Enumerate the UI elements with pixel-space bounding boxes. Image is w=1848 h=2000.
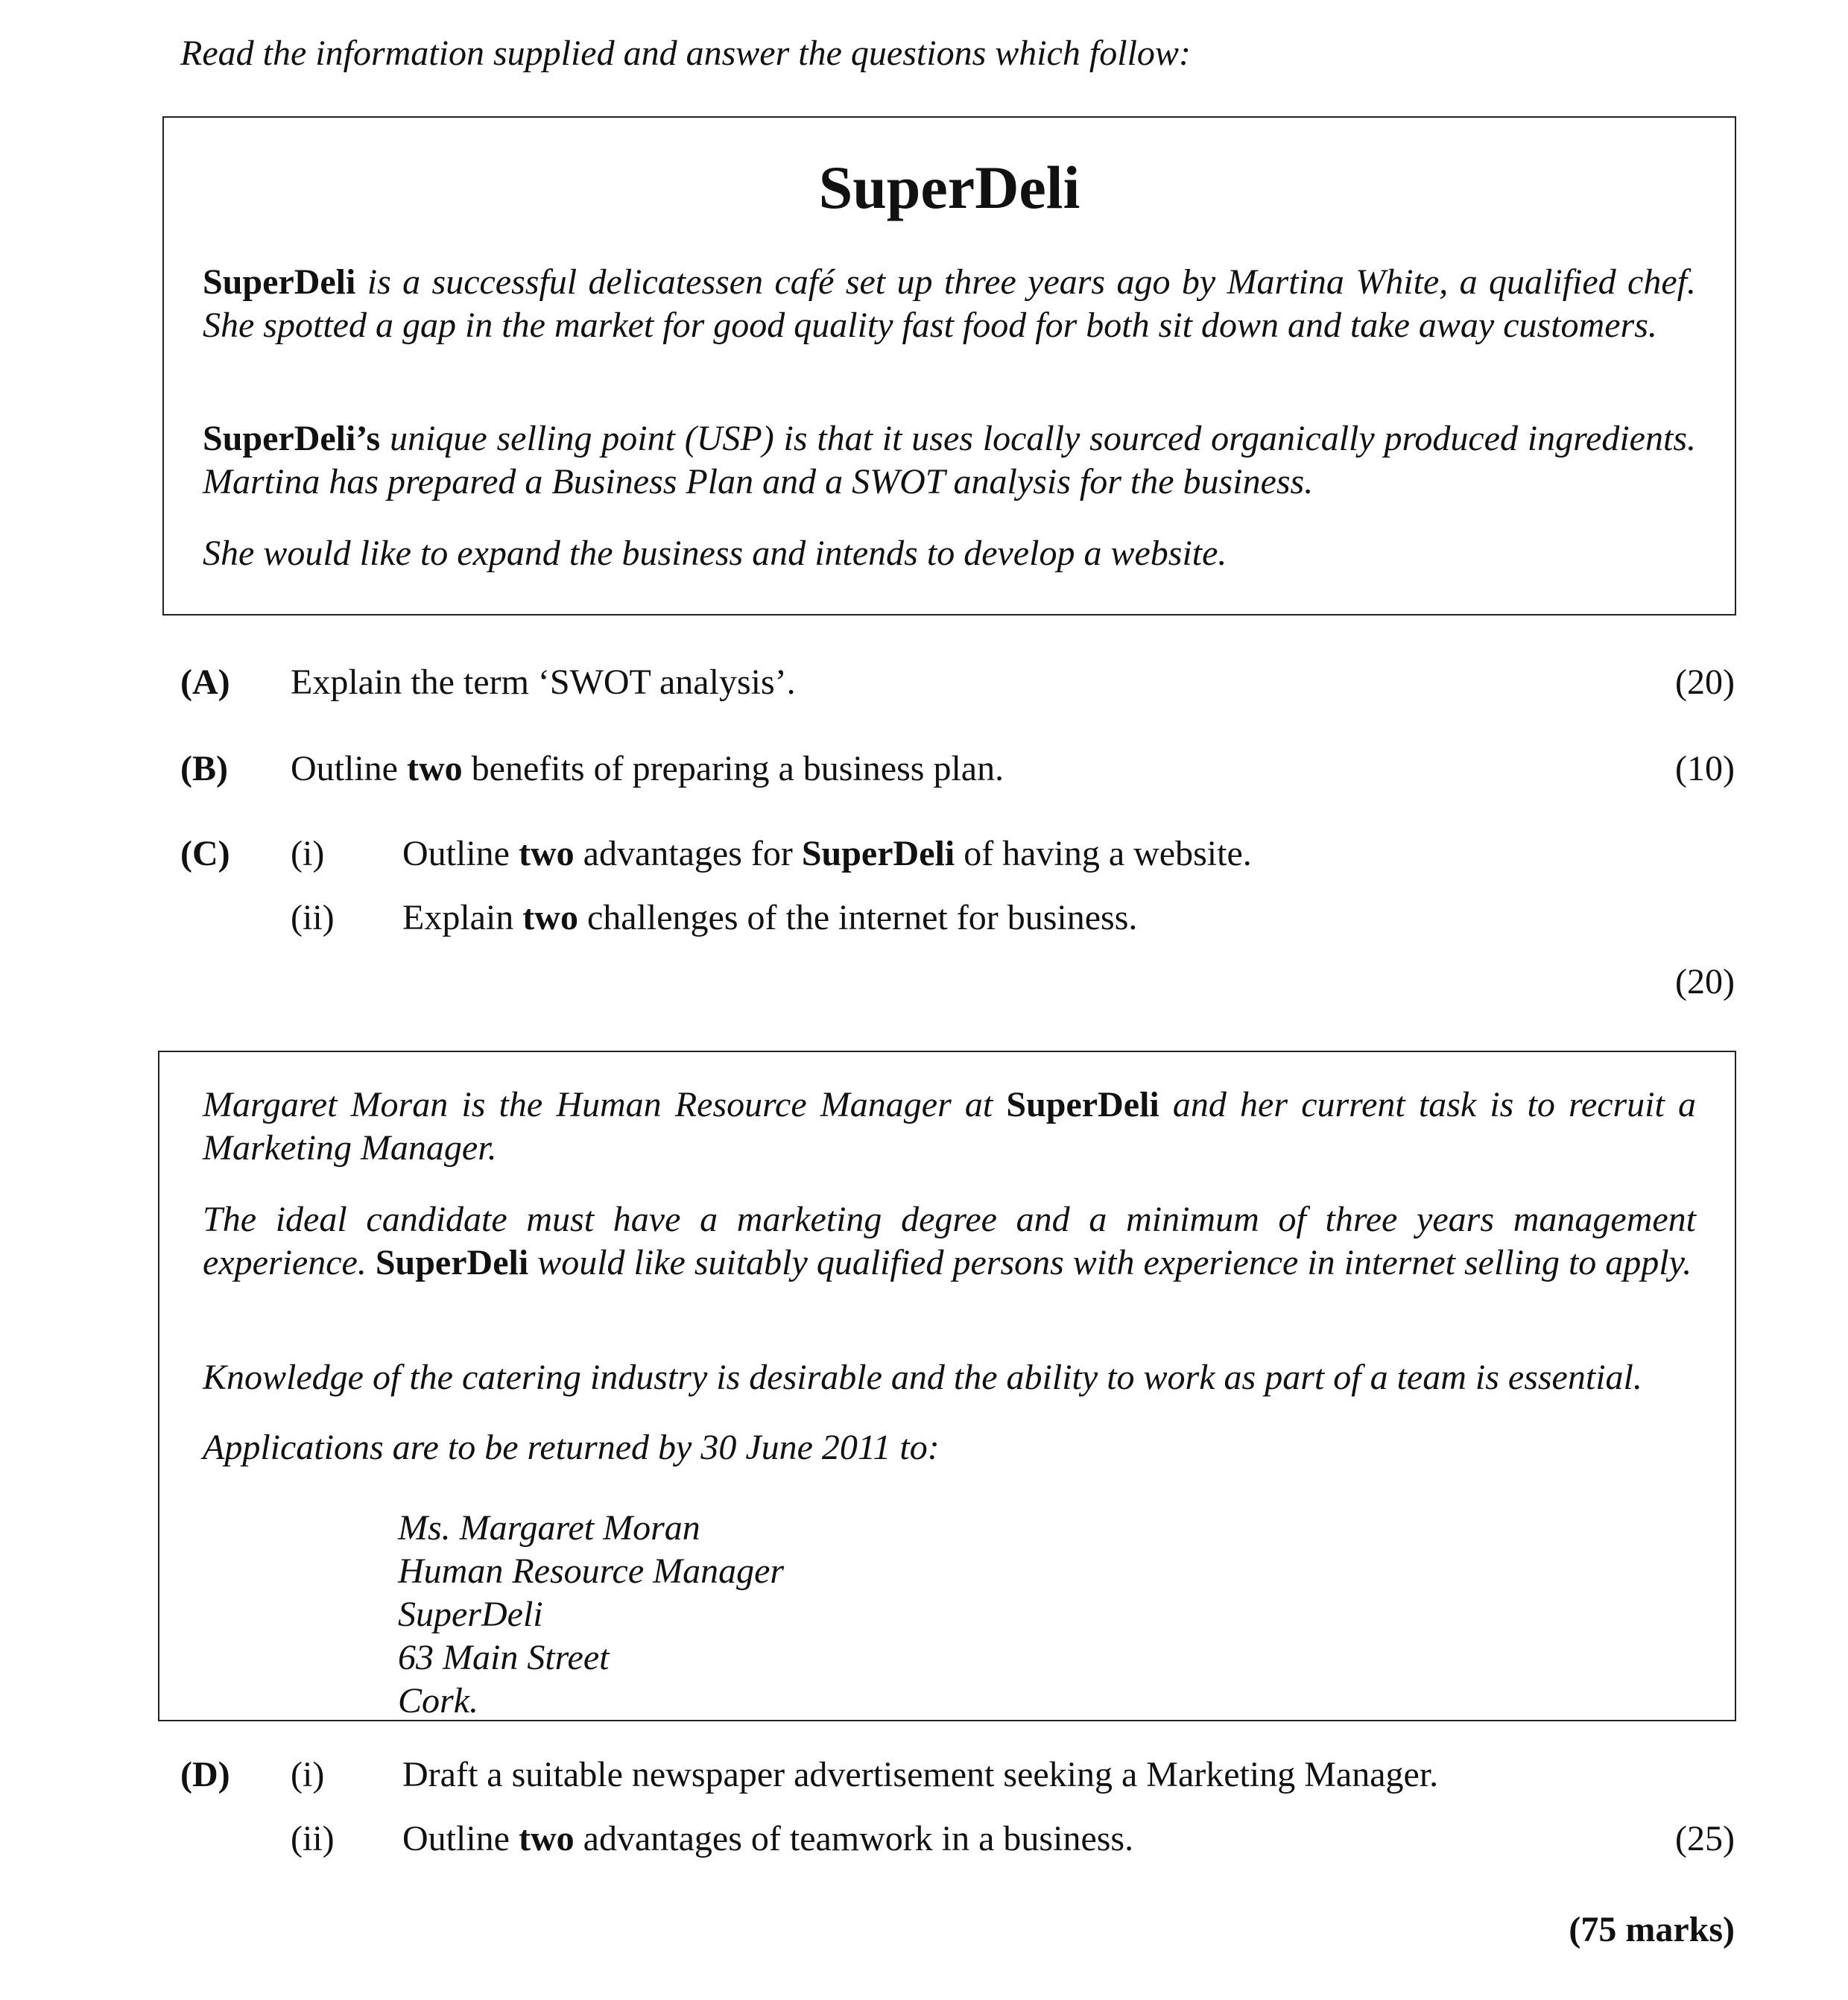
address-line: Ms. Margaret Moran (398, 1508, 700, 1548)
recruit-paragraph-1-post: and her current task is to recruit a Marketing Manager. (203, 1085, 1696, 1168)
company-name: SuperDeli (375, 1243, 529, 1282)
case-study-box-superdeli (162, 116, 1736, 615)
postal-address (398, 1507, 784, 1723)
recruit-paragraph-4: Applications are to be returned by 30 June 2011 to: (203, 1428, 940, 1467)
question-d-i-label: (i) (291, 1755, 325, 1794)
recruit-paragraph-2 (203, 1198, 1696, 1285)
question-c-ii-label: (ii) (291, 898, 335, 937)
question-d-ii-post: advantages of teamwork in a business. (574, 1819, 1134, 1858)
question-c-i-bold2: SuperDeli (801, 834, 955, 873)
recruit-paragraph-2-post: would like suitably qualified persons with experience in internet selling to apply. (528, 1243, 1692, 1282)
question-b-text (291, 747, 1004, 791)
question-d-marks: (25) (1675, 1819, 1735, 1858)
recruit-paragraph-1 (203, 1083, 1696, 1170)
address-line: 63 Main Street (398, 1638, 610, 1677)
question-c-i-label: (i) (291, 834, 325, 873)
recruit-paragraph-3: Knowledge of the catering industry is desirable and the ability to work as part of a team is essential. (203, 1358, 1642, 1397)
address-line: SuperDeli (398, 1595, 543, 1634)
question-c-ii-bold: two (522, 898, 578, 937)
question-c-i-bold1: two (518, 834, 575, 873)
case-paragraph-3: She would like to expand the business and intends to develop a website. (203, 534, 1227, 573)
address-line: Human Resource Manager (398, 1551, 785, 1591)
question-c-ii-pre: Explain (402, 898, 523, 937)
question-c-ii-post: challenges of the internet for business. (578, 898, 1138, 937)
company-name: SuperDeli (1006, 1085, 1159, 1124)
question-d-label: (D) (180, 1755, 230, 1794)
question-b-text-post: benefits of preparing a business plan. (462, 749, 1004, 788)
question-c-marks: (20) (1675, 962, 1735, 1001)
question-d-ii-pre: Outline (402, 1819, 519, 1858)
question-b-text-bold: two (406, 749, 463, 788)
question-d-ii-label: (ii) (291, 1819, 335, 1858)
question-b-text-pre: Outline (291, 749, 407, 788)
question-a-marks: (20) (1675, 662, 1735, 702)
question-b-marks: (10) (1675, 749, 1735, 788)
address-line: Cork. (398, 1681, 478, 1721)
question-c-i-post: of having a website. (955, 834, 1252, 873)
question-a-label: (A) (180, 662, 230, 702)
case-paragraph-1-text: is a successful delicatessen café set up three years ago by Martina White, a qualified chef. She spotted a gap in the market for good quality fast food for both sit down and take away customers. (203, 262, 1696, 345)
total-marks: (75 marks) (1569, 1910, 1735, 1949)
question-c-i-pre: Outline (402, 834, 519, 873)
recruit-paragraph-2-pre: The ideal candidate must have a marketing degree and a minimum of three years management experience. (203, 1200, 1696, 1282)
case-paragraph-1 (203, 261, 1696, 347)
case-paragraph-2 (203, 417, 1696, 504)
question-b-label: (B) (180, 749, 228, 788)
question-d-ii-bold: two (518, 1819, 575, 1858)
case-paragraph-2-text: unique selling point (USP) is that it uses locally sourced organically produced ingredients. Martina has prepared a Business Plan and a SWOT analysis for the business. (203, 419, 1696, 501)
question-a-text: Explain the term ‘SWOT analysis’. (291, 662, 796, 702)
question-c-label: (C) (180, 834, 230, 873)
question-c-i-text (402, 832, 1252, 876)
instructions: Read the information supplied and answer the questions which follow: (180, 34, 1191, 73)
company-name: SuperDeli (203, 262, 356, 302)
question-c-i-mid: advantages for (574, 834, 802, 873)
question-c-ii-text (402, 896, 1137, 940)
question-d-ii-text (402, 1817, 1133, 1861)
case-study-title: SuperDeli (818, 154, 1080, 221)
recruit-paragraph-1-pre: Margaret Moran is the Human Resource Manager at (203, 1085, 1007, 1124)
question-d-i-text: Draft a suitable newspaper advertisement seeking a Marketing Manager. (402, 1755, 1439, 1794)
company-name: SuperDeli’s (203, 419, 381, 458)
case-study-box-recruitment (158, 1051, 1736, 1721)
